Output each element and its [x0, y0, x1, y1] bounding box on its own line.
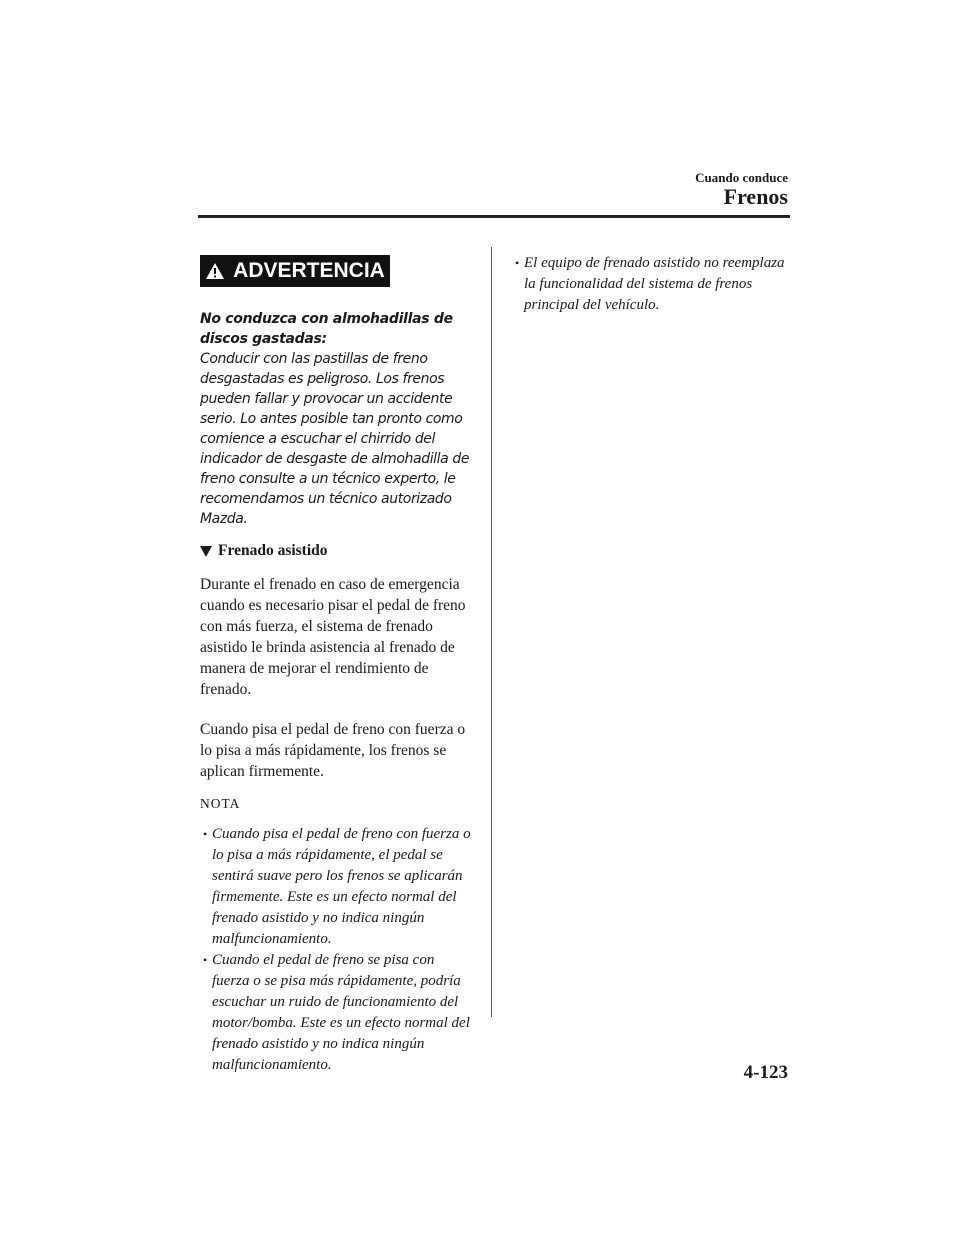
note-item: [200, 824, 472, 950]
paragraph: Durante el frenado en caso de emergencia cuando es necesario pisar el pedal de freno con más fuerza, el sistema de frenado asistido le brinda asistencia al frenado de manera de mejorar el rendimiento de frenado.: [200, 576, 466, 698]
header-section: Cuando conduce: [695, 170, 788, 185]
section-heading: [200, 542, 472, 560]
bullet: •: [203, 827, 208, 841]
paragraph: Cuando pisa el pedal de freno con fuerza o lo pisa a más rápidamente, los frenos se aplican firmemente.: [200, 721, 466, 780]
bullet: •: [515, 256, 520, 270]
bullet: •: [203, 953, 208, 967]
warning-banner: [200, 255, 390, 287]
section-title: Frenado asistido: [218, 542, 328, 559]
down-triangle-icon: [200, 546, 212, 557]
note-label: NOTA: [200, 796, 241, 811]
header-rule: [198, 215, 790, 218]
note-item: [512, 253, 787, 316]
warning-triangle-icon: [205, 262, 225, 280]
page-number: 4-123: [743, 1062, 788, 1083]
warning-heading: No conduzca con almohadillas de discos gastadas:: [200, 311, 453, 347]
note-item: [200, 950, 472, 1076]
right-column: [512, 253, 787, 316]
note-item-text: Cuando pisa el pedal de freno con fuerza o lo pisa a más rápidamente, el pedal se sentirá suave pero los frenos se aplicarán firmemente. Este es un efecto normal del frenado asistido y no indica ningún malfuncionamiento.: [212, 826, 471, 947]
column-divider: [491, 247, 492, 1017]
warning-label: ADVERTENCIA: [233, 259, 385, 282]
note-item-text: El equipo de frenado asistido no reemplaza la funcionalidad del sistema de frenos principal del vehículo.: [524, 255, 785, 313]
warning-body: Conducir con las pastillas de freno desgastadas es peligroso. Los frenos pueden fallar y provocar un accidente serio. Lo antes posible tan pronto como comience a escuchar el chirrido del indicador de desgaste de almohadilla de freno consulte a un técnico experto, le recomendamos un técnico autorizado Mazda.: [200, 351, 470, 527]
note-list-continued: [512, 253, 787, 316]
page-title: Frenos: [723, 184, 788, 209]
note-item-text: Cuando el pedal de freno se pisa con fuerza o se pisa más rápidamente, podría escuchar un ruido de funcionamiento del motor/bomba. Este es un efecto normal del frenado asistido y no indica ningún malfuncionamiento.: [212, 952, 470, 1073]
left-column: [200, 255, 472, 1076]
note-list: [200, 824, 472, 1076]
